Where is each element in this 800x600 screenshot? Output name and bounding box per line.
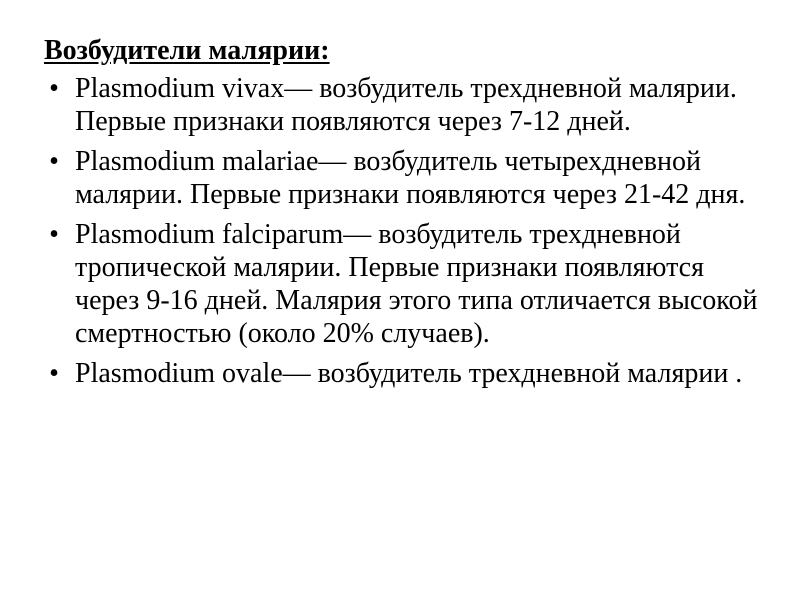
bullet-item-vivax — [44, 72, 764, 138]
bullet-text: Plasmodium vivax— возбудитель трехдневной малярии. Первые признаки появляются через 7-12 дней. — [75, 73, 737, 137]
slide-title: Возбудители малярии: — [44, 35, 330, 66]
bullet-text: Plasmodium malariae— возбудитель четырехдневной малярии. Первые признаки появляются через 21-42 дня. — [75, 146, 746, 210]
bullet-item-falciparum — [44, 218, 764, 350]
bullet-icon: • — [49, 73, 59, 104]
bullet-text: Plasmodium ovale— возбудитель трехдневной малярии . — [75, 358, 743, 389]
bullet-list — [44, 72, 764, 397]
bullet-icon: • — [49, 358, 59, 389]
bullet-icon: • — [49, 146, 59, 177]
bullet-item-ovale — [44, 357, 764, 390]
bullet-item-malariae — [44, 145, 764, 211]
bullet-text: Plasmodium falciparum— возбудитель трехдневной тропической малярии. Первые признаки появляются через 9-16 дней. Малярия этого типа отличается высокой смертностью (около 20% случаев). — [75, 219, 758, 349]
bullet-icon: • — [49, 219, 59, 250]
